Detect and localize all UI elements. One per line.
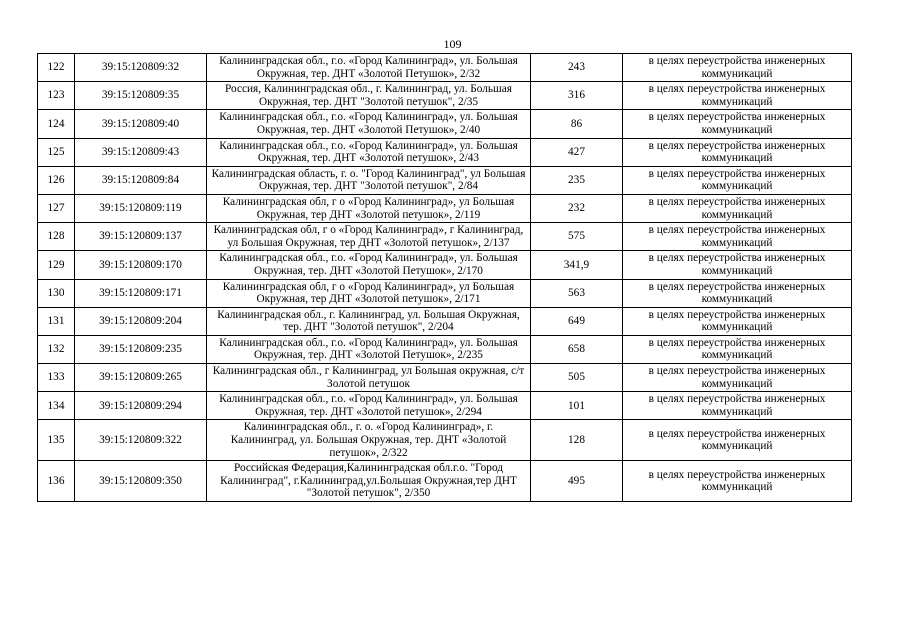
area-cell: 86 — [531, 110, 623, 138]
cadastral-number-cell: 39:15:120809:350 — [75, 461, 207, 502]
row-number-cell: 126 — [38, 166, 75, 194]
table-row — [38, 194, 852, 222]
purpose-cell: в целях переустройства инженерных коммуникаций — [623, 420, 852, 461]
row-number-cell: 136 — [38, 461, 75, 502]
table-row — [38, 110, 852, 138]
row-number-cell: 124 — [38, 110, 75, 138]
address-cell: Калининградская обл., г.о. «Город Калининград», ул. Большая Окружная, тер. ДНТ «Золотой петушок», 2/43 — [207, 138, 531, 166]
table-row — [38, 364, 852, 392]
row-number-cell: 135 — [38, 420, 75, 461]
purpose-cell: в целях переустройства инженерных коммуникаций — [623, 110, 852, 138]
table-row — [38, 138, 852, 166]
row-number-cell: 133 — [38, 364, 75, 392]
row-number-cell: 131 — [38, 307, 75, 335]
cadastral-number-cell: 39:15:120809:119 — [75, 194, 207, 222]
cadastral-number-cell: 39:15:120809:40 — [75, 110, 207, 138]
area-cell: 427 — [531, 138, 623, 166]
table-row — [38, 82, 852, 110]
purpose-cell: в целях переустройства инженерных коммуникаций — [623, 335, 852, 363]
cadastral-number-cell: 39:15:120809:265 — [75, 364, 207, 392]
row-number-cell: 125 — [38, 138, 75, 166]
address-cell: Российская Федерация,Калининградская обл.г.о. "Город Калининград", г.Калининград,ул.Большая Окружная,тер ДНТ "Золотой петушок", 2/350 — [207, 461, 531, 502]
address-cell: Калининградская обл., г.о. «Город Калининград», ул. Большая Окружная, тер. ДНТ «Золотой Петушок», 2/170 — [207, 251, 531, 279]
cadastral-number-cell: 39:15:120809:137 — [75, 223, 207, 251]
area-cell: 563 — [531, 279, 623, 307]
purpose-cell: в целях переустройства инженерных коммуникаций — [623, 364, 852, 392]
row-number-cell: 134 — [38, 392, 75, 420]
row-number-cell: 129 — [38, 251, 75, 279]
row-number-cell: 130 — [38, 279, 75, 307]
area-cell: 232 — [531, 194, 623, 222]
purpose-cell: в целях переустройства инженерных коммуникаций — [623, 392, 852, 420]
area-cell: 101 — [531, 392, 623, 420]
row-number-cell: 127 — [38, 194, 75, 222]
address-cell: Калининградская обл., г. о. «Город Калининград», г. Калининград, ул. Большая Окружная, тер. ДНТ «Золотой петушок», 2/322 — [207, 420, 531, 461]
purpose-cell: в целях переустройства инженерных коммуникаций — [623, 223, 852, 251]
cadastral-number-cell: 39:15:120809:294 — [75, 392, 207, 420]
address-cell: Калининградская обл, г о «Город Калининград», ул Большая Окружная, тер ДНТ «Золотой петушок», 2/171 — [207, 279, 531, 307]
area-cell: 341,9 — [531, 251, 623, 279]
cadastral-number-cell: 39:15:120809:43 — [75, 138, 207, 166]
area-cell: 235 — [531, 166, 623, 194]
purpose-cell: в целях переустройства инженерных коммуникаций — [623, 194, 852, 222]
table-row — [38, 461, 852, 502]
cadastral-number-cell: 39:15:120809:171 — [75, 279, 207, 307]
cadastral-number-cell: 39:15:120809:32 — [75, 54, 207, 82]
area-cell: 658 — [531, 335, 623, 363]
purpose-cell: в целях переустройства инженерных коммуникаций — [623, 54, 852, 82]
area-cell: 649 — [531, 307, 623, 335]
address-cell: Калининградская обл, г о «Город Калининград», ул Большая Окружная, тер ДНТ «Золотой петушок», 2/119 — [207, 194, 531, 222]
area-cell: 243 — [531, 54, 623, 82]
area-cell: 495 — [531, 461, 623, 502]
address-cell: Калининградская обл., г.о. «Город Калининград», ул. Большая Окружная, тер. ДНТ «Золотой Петушок», 2/40 — [207, 110, 531, 138]
cadastral-number-cell: 39:15:120809:322 — [75, 420, 207, 461]
purpose-cell: в целях переустройства инженерных коммуникаций — [623, 166, 852, 194]
table-row — [38, 166, 852, 194]
address-cell: Россия, Калининградская обл., г. Калининград, ул. Большая Окружная, тер. ДНТ "Золотой петушок", 2/35 — [207, 82, 531, 110]
cadastral-number-cell: 39:15:120809:235 — [75, 335, 207, 363]
cadastral-number-cell: 39:15:120809:170 — [75, 251, 207, 279]
page-number: 109 — [443, 37, 462, 51]
address-cell: Калининградская область, г. о. "Город Калининград", ул Большая Окружная, тер. ДНТ "Золотой петушок", 2/84 — [207, 166, 531, 194]
address-cell: Калининградская обл, г о «Город Калининград», г Калининград, ул Большая Окружная, тер ДНТ «Золотой петушок», 2/137 — [207, 223, 531, 251]
address-cell: Калининградская обл., г.о. «Город Калининград», ул. Большая Окружная, тер. ДНТ «Золотой Петушок», 2/32 — [207, 54, 531, 82]
land-plots-table — [37, 53, 852, 502]
address-cell: Калининградская обл., г Калининград, ул Большая окружная, с/т Золотой петушок — [207, 364, 531, 392]
row-number-cell: 123 — [38, 82, 75, 110]
cadastral-number-cell: 39:15:120809:204 — [75, 307, 207, 335]
purpose-cell: в целях переустройства инженерных коммуникаций — [623, 461, 852, 502]
purpose-cell: в целях переустройства инженерных коммуникаций — [623, 307, 852, 335]
address-cell: Калининградская обл., г.о. «Город Калининград», ул. Большая Окружная, тер. ДНТ «Золотой петушок», 2/294 — [207, 392, 531, 420]
address-cell: Калининградская обл., г.о. «Город Калининград», ул. Большая Окружная, тер. ДНТ «Золотой Петушок», 2/235 — [207, 335, 531, 363]
purpose-cell: в целях переустройства инженерных коммуникаций — [623, 138, 852, 166]
address-cell: Калининградская обл., г. Калининград, ул. Большая Окружная, тер. ДНТ "Золотой петушок", 2/204 — [207, 307, 531, 335]
row-number-cell: 132 — [38, 335, 75, 363]
table-row — [38, 335, 852, 363]
purpose-cell: в целях переустройства инженерных коммуникаций — [623, 251, 852, 279]
purpose-cell: в целях переустройства инженерных коммуникаций — [623, 279, 852, 307]
table-row — [38, 307, 852, 335]
table-row — [38, 279, 852, 307]
table-row — [38, 392, 852, 420]
area-cell: 128 — [531, 420, 623, 461]
area-cell: 575 — [531, 223, 623, 251]
cadastral-number-cell: 39:15:120809:35 — [75, 82, 207, 110]
purpose-cell: в целях переустройства инженерных коммуникаций — [623, 82, 852, 110]
table-row — [38, 54, 852, 82]
area-cell: 316 — [531, 82, 623, 110]
table-row — [38, 223, 852, 251]
area-cell: 505 — [531, 364, 623, 392]
row-number-cell: 122 — [38, 54, 75, 82]
table-row — [38, 251, 852, 279]
table-row — [38, 420, 852, 461]
row-number-cell: 128 — [38, 223, 75, 251]
cadastral-number-cell: 39:15:120809:84 — [75, 166, 207, 194]
